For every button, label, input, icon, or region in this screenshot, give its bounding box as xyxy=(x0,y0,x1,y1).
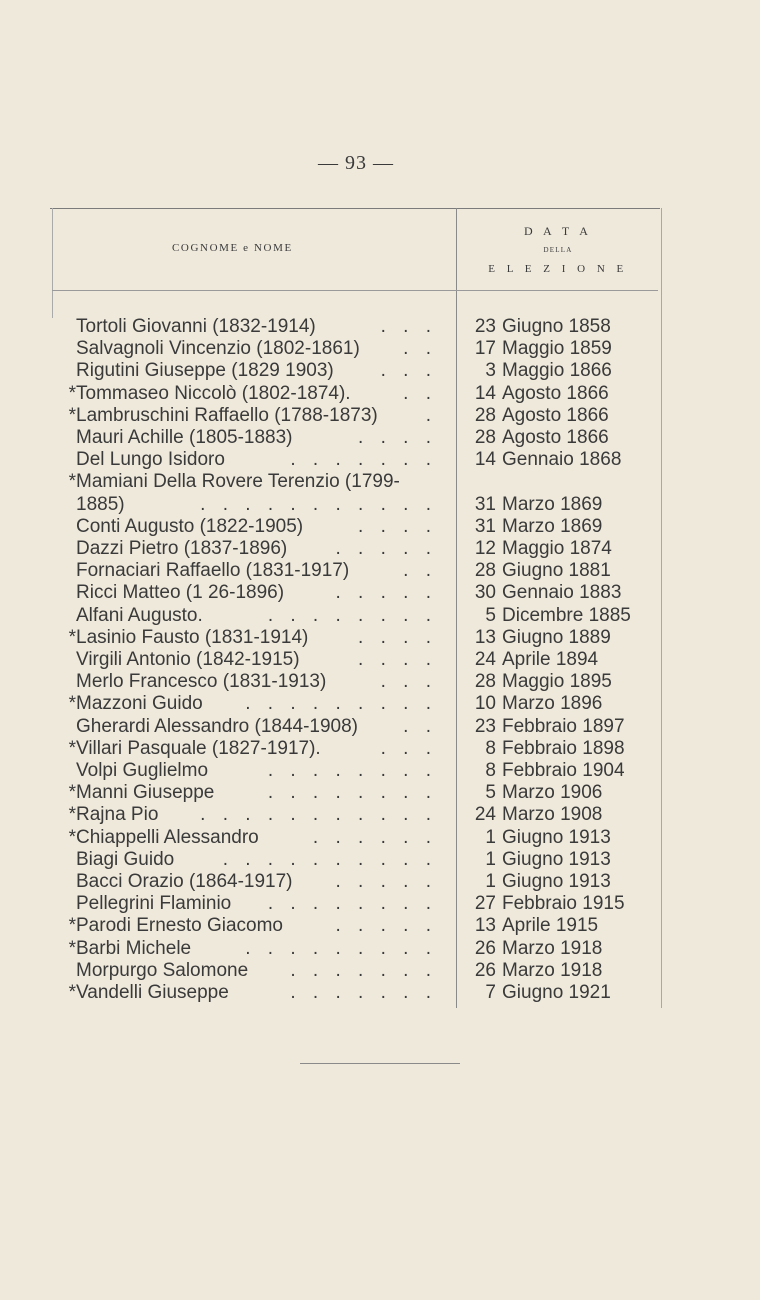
table-row xyxy=(50,960,650,982)
member-name: Villari Pasquale (1827-1917). xyxy=(76,737,321,759)
table-row xyxy=(50,849,650,871)
election-day: 7 xyxy=(485,982,496,1003)
leader-dots: . . . . . . . xyxy=(290,449,437,471)
election-month-year: Gennaio 1883 xyxy=(502,582,622,604)
election-month-year: Marzo 1896 xyxy=(502,693,603,715)
table-row xyxy=(50,449,650,471)
leader-dots: . . . . . . . . . . . xyxy=(200,493,437,515)
election-day: 26 xyxy=(474,959,496,981)
star-marker: * xyxy=(68,782,76,804)
member-name: Rajna Pio xyxy=(76,804,159,826)
leader-dots: . . . . xyxy=(358,427,437,448)
election-day: 28 xyxy=(474,427,496,448)
election-month-year: Dicembre 1885 xyxy=(502,604,631,626)
table-row xyxy=(50,938,650,960)
leader-dots: . . xyxy=(403,560,437,582)
member-name: Rigutini Giuseppe (1829 1903) xyxy=(76,360,334,382)
member-name: Conti Augusto (1822-1905) xyxy=(76,515,304,537)
member-name: Pellegrini Flaminio xyxy=(76,893,232,915)
election-month-year: Marzo 1918 xyxy=(502,959,603,981)
table-row xyxy=(50,827,650,849)
election-month-year: Maggio 1866 xyxy=(502,360,612,382)
election-day: 28 xyxy=(474,404,496,426)
leader-dots: . . . . . . . xyxy=(290,959,437,981)
table-row xyxy=(50,982,650,1004)
table-row xyxy=(50,627,650,649)
date-column-header-della: DELLA xyxy=(543,246,573,254)
member-name: Parodi Ernesto Giacomo xyxy=(76,915,283,937)
election-day: 13 xyxy=(474,626,496,648)
table-row xyxy=(50,427,650,449)
header-bottom-rule xyxy=(52,290,658,291)
election-day: 27 xyxy=(474,893,496,915)
member-name: Tommaseo Niccolò (1802-1874). xyxy=(76,382,351,404)
leader-dots: . . . . xyxy=(358,515,437,537)
table-row xyxy=(50,871,650,893)
election-month-year: Gennaio 1868 xyxy=(502,449,622,471)
table-row xyxy=(50,671,650,693)
table-right-rule xyxy=(661,208,662,1008)
table-row xyxy=(50,538,650,560)
member-name: Chiappelli Alessandro xyxy=(76,826,259,848)
leader-dots: . . xyxy=(403,338,437,360)
election-month-year: Agosto 1866 xyxy=(502,427,609,448)
member-name: Dazzi Pietro (1837-1896) xyxy=(76,538,288,559)
election-month-year: Aprile 1894 xyxy=(502,649,599,670)
member-name: Merlo Francesco (1831-1913) xyxy=(76,671,327,693)
election-day: 13 xyxy=(474,915,496,937)
election-day: 17 xyxy=(474,338,496,360)
star-marker: * xyxy=(68,693,76,715)
table-row xyxy=(50,716,650,738)
table-row xyxy=(50,782,650,804)
election-day: 1 xyxy=(485,871,496,892)
member-name: Ricci Matteo (1 26-1896) xyxy=(76,582,285,604)
election-day: 28 xyxy=(474,671,496,693)
table-row xyxy=(50,738,650,760)
member-name: Mazzoni Guido xyxy=(76,693,203,715)
table-row xyxy=(50,360,650,382)
election-month-year: Marzo 1869 xyxy=(502,493,603,515)
leader-dots: . . . . xyxy=(358,626,437,648)
election-month-year: Febbraio 1898 xyxy=(502,737,625,759)
member-name: Bacci Orazio (1864-1917) xyxy=(76,871,293,892)
table-row xyxy=(50,804,650,826)
election-day: 23 xyxy=(474,715,496,737)
election-month-year: Agosto 1866 xyxy=(502,382,609,404)
leader-dots: . . . . . . xyxy=(312,826,437,848)
table-row xyxy=(50,405,650,427)
table-row xyxy=(50,338,650,360)
leader-dots: . . . xyxy=(380,671,437,693)
leader-dots: . . . xyxy=(380,316,437,337)
election-day: 10 xyxy=(474,693,496,715)
table-row xyxy=(50,893,650,915)
leader-dots: . . xyxy=(403,715,437,737)
leader-dots: . . . . . . . . . xyxy=(245,937,437,959)
election-month-year: Giugno 1913 xyxy=(502,826,611,848)
table-row xyxy=(50,560,650,582)
election-month-year: Maggio 1859 xyxy=(502,338,612,360)
election-day: 14 xyxy=(474,382,496,404)
leader-dots: . . . . . . . . xyxy=(267,893,437,915)
member-name: Mauri Achille (1805-1883) xyxy=(76,427,293,448)
leader-dots: . . . . . xyxy=(335,582,437,604)
election-month-year: Giugno 1913 xyxy=(502,848,611,870)
election-day: 5 xyxy=(485,604,496,626)
table-row xyxy=(50,316,650,338)
member-name: Virgili Antonio (1842-1915) xyxy=(76,649,300,670)
election-month-year: Marzo 1869 xyxy=(502,515,603,537)
election-day: 31 xyxy=(474,515,496,537)
election-month-year: Febbraio 1915 xyxy=(502,893,625,915)
table-row xyxy=(50,516,650,538)
election-month-year: Maggio 1874 xyxy=(502,538,612,559)
member-name: Salvagnoli Vincenzio (1802-1861) xyxy=(76,338,360,360)
member-name: Barbi Michele xyxy=(76,937,192,959)
table-row xyxy=(50,383,650,405)
election-month-year: Marzo 1908 xyxy=(502,804,603,826)
member-name: Volpi Guglielmo xyxy=(76,760,209,781)
leader-dots: . . . . . xyxy=(335,915,437,937)
table-row xyxy=(50,494,650,516)
star-marker: * xyxy=(68,737,76,759)
member-name: Biagi Guido xyxy=(76,848,175,870)
leader-dots: . . xyxy=(403,382,437,404)
date-column-header: D A T A xyxy=(524,224,592,238)
member-name: Mamiani Della Rovere Terenzio (1799- xyxy=(76,471,400,493)
member-name: Lasinio Fausto (1831-1914) xyxy=(76,626,309,648)
election-day: 31 xyxy=(474,493,496,515)
table-row xyxy=(50,760,650,782)
member-name: Vandelli Giuseppe xyxy=(76,982,229,1003)
election-month-year: Aprile 1915 xyxy=(502,915,599,937)
member-name: Gherardi Alessandro (1844-1908) xyxy=(76,715,359,737)
election-day: 5 xyxy=(485,782,496,804)
page-number: — 93 — xyxy=(318,152,394,174)
election-month-year: Maggio 1895 xyxy=(502,671,612,693)
election-month-year: Giugno 1889 xyxy=(502,626,611,648)
election-day: 23 xyxy=(474,316,496,337)
star-marker: * xyxy=(68,826,76,848)
member-name: Del Lungo Isidoro xyxy=(76,449,225,471)
election-day: 12 xyxy=(474,538,496,559)
table-row xyxy=(50,605,650,627)
star-marker: * xyxy=(68,404,76,426)
star-marker: * xyxy=(68,915,76,937)
leader-dots: . . . . . . . . xyxy=(267,782,437,804)
leader-dots: . . . . . . . . . xyxy=(245,693,437,715)
election-month-year: Febbraio 1897 xyxy=(502,715,625,737)
table-row xyxy=(50,693,650,715)
election-month-year: Marzo 1906 xyxy=(502,782,603,804)
table-row xyxy=(50,649,650,671)
leader-dots: . . . . . . . . . . . xyxy=(200,804,437,826)
election-month-year: Giugno 1913 xyxy=(502,871,611,892)
leader-dots: . . . xyxy=(380,737,437,759)
member-name: Tortoli Giovanni (1832-1914) xyxy=(76,316,316,337)
election-month-year: Marzo 1918 xyxy=(502,937,603,959)
leader-dots: . xyxy=(425,404,437,426)
election-day: 1 xyxy=(485,848,496,870)
leader-dots: . . . . . . . . xyxy=(267,760,437,781)
star-marker: * xyxy=(68,982,76,1003)
table-row xyxy=(50,915,650,937)
election-day: 24 xyxy=(474,649,496,670)
member-name: Alfani Augusto. xyxy=(76,604,203,626)
member-name: Morpurgo Salomone xyxy=(76,959,249,981)
table-top-rule xyxy=(50,208,660,209)
election-month-year: Giugno 1881 xyxy=(502,560,611,582)
member-name: Manni Giuseppe xyxy=(76,782,215,804)
star-marker: * xyxy=(68,471,76,493)
election-month-year: Giugno 1858 xyxy=(502,316,611,337)
leader-dots: . . . . . xyxy=(335,871,437,892)
leader-dots: . . . . . . . . xyxy=(267,604,437,626)
star-marker: * xyxy=(68,626,76,648)
election-day: 30 xyxy=(474,582,496,604)
leader-dots: . . . . . . . xyxy=(290,982,437,1003)
member-name: 1885) xyxy=(76,493,125,515)
footer-rule xyxy=(300,1063,460,1064)
star-marker: * xyxy=(68,804,76,826)
leader-dots: . . . . xyxy=(358,649,437,670)
election-month-year: Febbraio 1904 xyxy=(502,760,625,781)
election-month-year: Agosto 1866 xyxy=(502,404,609,426)
election-day: 8 xyxy=(485,760,496,781)
star-marker: * xyxy=(68,937,76,959)
leader-dots: . . . . . . . . . . xyxy=(222,848,437,870)
election-month-year: Giugno 1921 xyxy=(502,982,611,1003)
table-row xyxy=(50,471,650,493)
leader-dots: . . . xyxy=(380,360,437,382)
election-day: 24 xyxy=(474,804,496,826)
member-name: Lambruschini Raffaello (1788-1873) xyxy=(76,404,378,426)
table-left-rule xyxy=(52,208,53,318)
date-column-header-elezione: E L E Z I O N E xyxy=(488,263,628,275)
election-day: 1 xyxy=(485,826,496,848)
election-day: 26 xyxy=(474,937,496,959)
star-marker: * xyxy=(68,382,76,404)
election-day: 3 xyxy=(485,360,496,382)
leader-dots: . . . . . xyxy=(335,538,437,559)
table-row xyxy=(50,582,650,604)
member-name: Fornaciari Raffaello (1831-1917) xyxy=(76,560,350,582)
election-day: 14 xyxy=(474,449,496,471)
election-day: 28 xyxy=(474,560,496,582)
election-day: 8 xyxy=(485,737,496,759)
name-column-header: COGNOME e NOME xyxy=(172,242,293,254)
